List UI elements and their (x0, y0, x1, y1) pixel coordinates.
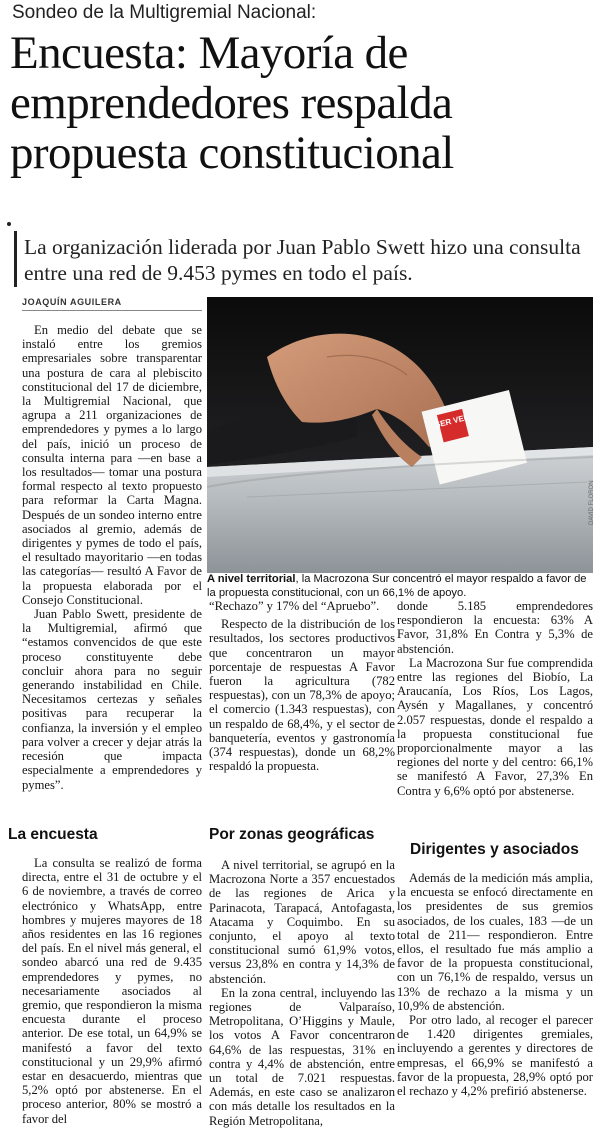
column-3-bottom (397, 871, 593, 1098)
column-1-top (22, 323, 202, 792)
ballot-logo-text: SER VEL (434, 412, 470, 430)
kicker: Sondeo de la Multigremial Nacional: (12, 2, 317, 23)
subheading-zonas-geograficas: Por zonas geográficas (209, 826, 375, 843)
subheading-dirigentes: Dirigentes y asociados (410, 841, 579, 858)
column-3-top (397, 599, 593, 798)
paragraph: A nivel territorial, se agrupó en la Macrozona Norte a 357 encuestados de las regiones de Arica y Parinacota, Tarapacá, Antofagasta, Atacama y Coquimbo. En su conjunto, el apoyo al texto constitucional sumó 61,9% votos, versus 23,8% en contra y 14,3% de abstención. (209, 858, 395, 986)
byline-rule (22, 310, 202, 311)
caption-text: , la Macrozona Sur concentró el mayor respaldo a favor de la propuesta constitucional, con un 66,1% de apoyo. (207, 573, 587, 599)
paragraph: “Rechazo” y 17% del “Apruebo”. (209, 599, 380, 613)
deck: La organización liderada por Juan Pablo Swett hizo una consulta entre una red de 9.453 pymes en todo el país. (24, 235, 581, 285)
paragraph: La Macrozona Sur fue comprendida entre las regiones del Biobío, La Araucanía, Los Ríos, Los Lagos, Aysén y Magallanes, y concentró 2.057 respuestas, donde el respaldo a la propuesta constitucional fue proporcionalmente mayor a las regiones del norte y del centro: 66,1% se manifestó A Favor, 27,3% En Contra y 6,6% optó por abstenerse. (397, 655, 593, 798)
ballot-illustration (207, 297, 593, 573)
paragraph: donde 5.185 emprendedores respondieron la encuesta: 63% A Favor, 31,8% En Contra y 5,3% de abstención. (397, 599, 593, 656)
paragraph: Por otro lado, al recoger el parecer de 1.420 dirigentes gremiales, incluyendo a gerentes y directores de empresas, el 66,9% se manifestó a favor de la propuesta, 28,9% optó por el rechazo y 4,2% prefirió abstenerse. (397, 1013, 593, 1099)
paragraph: Además de la medición más amplia, la encuesta se enfocó directamente en los presidentes de sus gremios asociados, de los cuales, 183 —de un total de 211— respondieron. Entre ellos, el resultado fue más amplio a favor de la propuesta constitucional, con un 76,1% de respaldo, versus un 13% de rechazo a la misma y un 10,9% de abstención. (397, 871, 593, 1013)
column-2-top (209, 599, 395, 773)
deck-rule (14, 231, 17, 287)
paragraph: En medio del debate que se instaló entre los gremios empresariales sobre transparentar una postura de cara al plebiscito constitucional del 17 de diciembre, la Multigremial Nacional, que agrupa a 211 organizaciones de emprendedores y pymes a lo largo del país, inició un proceso de consulta interna para —en base a los resultados— tomar una postura formal respecto al texto propuesto para reformar la Carta Magna. Después de un sondeo interno entre asociados al gremio, además de dirigentes y pymes de todo el país, el resultado mayoritario —en todas las categorías— resultó A Favor de la propuesta elaborada por el Consejo Constitucional. (22, 323, 202, 607)
paragraph: En la zona central, incluyendo las regiones de Valparaíso, Metropolitana, O’Higgins y Maule, los votos A Favor concentraron 64,6% de las respuestas, 31% en contra y 4,4% de abstención, entre un total de 7.021 respuestas. Además, en este caso se analizaron con más detalle los resultados en la Región Metropolitana, (209, 985, 395, 1128)
decorative-dot (7, 222, 11, 226)
column-1-bottom (22, 856, 202, 1126)
caption-lead: A nivel territorial (207, 573, 296, 585)
photo-caption (207, 573, 595, 600)
headline: Encuesta: Mayoría de emprendedores respalda propuesta constitucional (10, 27, 454, 179)
paragraph: Juan Pablo Swett, presidente de la Multigremial, afirmó que “estamos convencidos de que este proceso constituyente debe concluir ahora para no seguir generando instabilidad en Chile. Necesitamos certezas y señales positivas para recuperar la confianza, la inversión y el empleo para volver a crecer y dejar atrás la recesión que impacta especialmente a emprendedores y pymes”. (22, 607, 202, 792)
photo-credit: DAVID FLORON (589, 480, 595, 525)
paragraph: Respecto de la distribución de los resultados, los sectores productivos que concentraron un mayor porcentaje de respuestas A Favor fueron la agricultura (782 respuestas), con un 78,3% de apoyo; el comercio (1.343 respuestas), con un respaldo de 68,4%, y el sector de banquetería, eventos y gastronomía (374 respuestas), donde un 68,2% respaldó la propuesta. (209, 617, 395, 774)
ballot-photo (207, 297, 593, 573)
paragraph: La consulta se realizó de forma directa, entre el 31 de octubre y el 6 de noviembre, a través de correo electrónico y WhatsApp, entre hombres y mujeres mayores de 18 años residentes en las 16 regiones del país. En el nivel más general, el sondeo abarcó una red de 9.435 emprendedores y pymes, no necesariamente asociados al gremio, que respondieron la misma encuesta durante el proceso anterior. De ese total, un 64,9% se manifestó a favor del texto constitucional y un 29,9% afirmó estar en desacuerdo, mientras que 5,2% optó por abstenerse. En el proceso anterior, 80% se mostró a favor del (22, 856, 202, 1126)
byline: JOAQUÍN AGUILERA (22, 297, 122, 307)
column-2-bottom (209, 858, 395, 1128)
subheading-la-encuesta: La encuesta (8, 826, 98, 843)
